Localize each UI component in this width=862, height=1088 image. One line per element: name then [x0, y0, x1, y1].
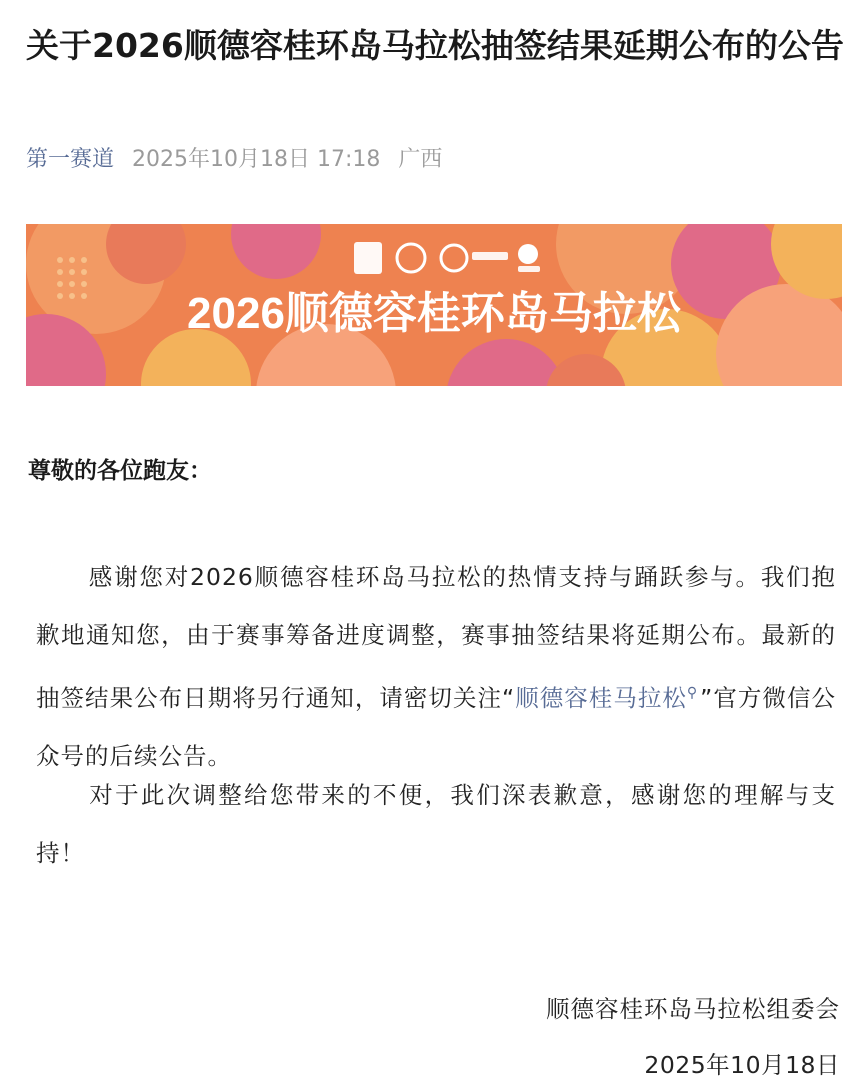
banner-graphic: [26, 224, 842, 386]
paragraph-1: [36, 548, 836, 785]
signature-organizer: 顺德容桂环岛马拉松组委会: [546, 995, 840, 1023]
article-title: 关于2026顺德容桂环岛马拉松抽签结果延期公布的公告: [26, 26, 844, 65]
logo-4-text: [518, 266, 540, 272]
article-meta: [26, 140, 442, 174]
wechat-account-link[interactable]: 顺德容桂马拉松: [515, 683, 687, 712]
paragraph-1-text-after: ”官方微信公众号的后续公告。: [36, 683, 836, 770]
paragraph-2: [36, 766, 836, 882]
banner-title: 2026顺德容桂环岛马拉松: [187, 289, 681, 338]
search-icon[interactable]: ⚲: [686, 685, 699, 701]
logo-3-text: [472, 252, 508, 260]
paragraph-2-text: 对于此次调整给您带来的不便，我们深表歉意，感谢您的理解与支持！: [36, 781, 836, 867]
publish-datetime: 2025年10月18日 17:18: [132, 146, 381, 172]
author-link[interactable]: 第一赛道: [26, 146, 115, 172]
publish-location: 广西: [398, 146, 443, 172]
signature-date: 2025年10月18日: [644, 1051, 840, 1079]
paragraph-1-text-before: 感谢您对2026顺德容桂环岛马拉松的热情支持与踊跃参与。我们抱歉地通知您，由于赛事筹备进度调整，赛事抽签结果将延期公布。最新的抽签结果公布日期将另行通知，请密切关注“: [36, 563, 836, 712]
greeting-text: 尊敬的各位跑友：: [28, 458, 212, 484]
logo-4: [518, 244, 538, 264]
event-banner-image[interactable]: [26, 224, 842, 386]
logo-1: [354, 242, 382, 274]
